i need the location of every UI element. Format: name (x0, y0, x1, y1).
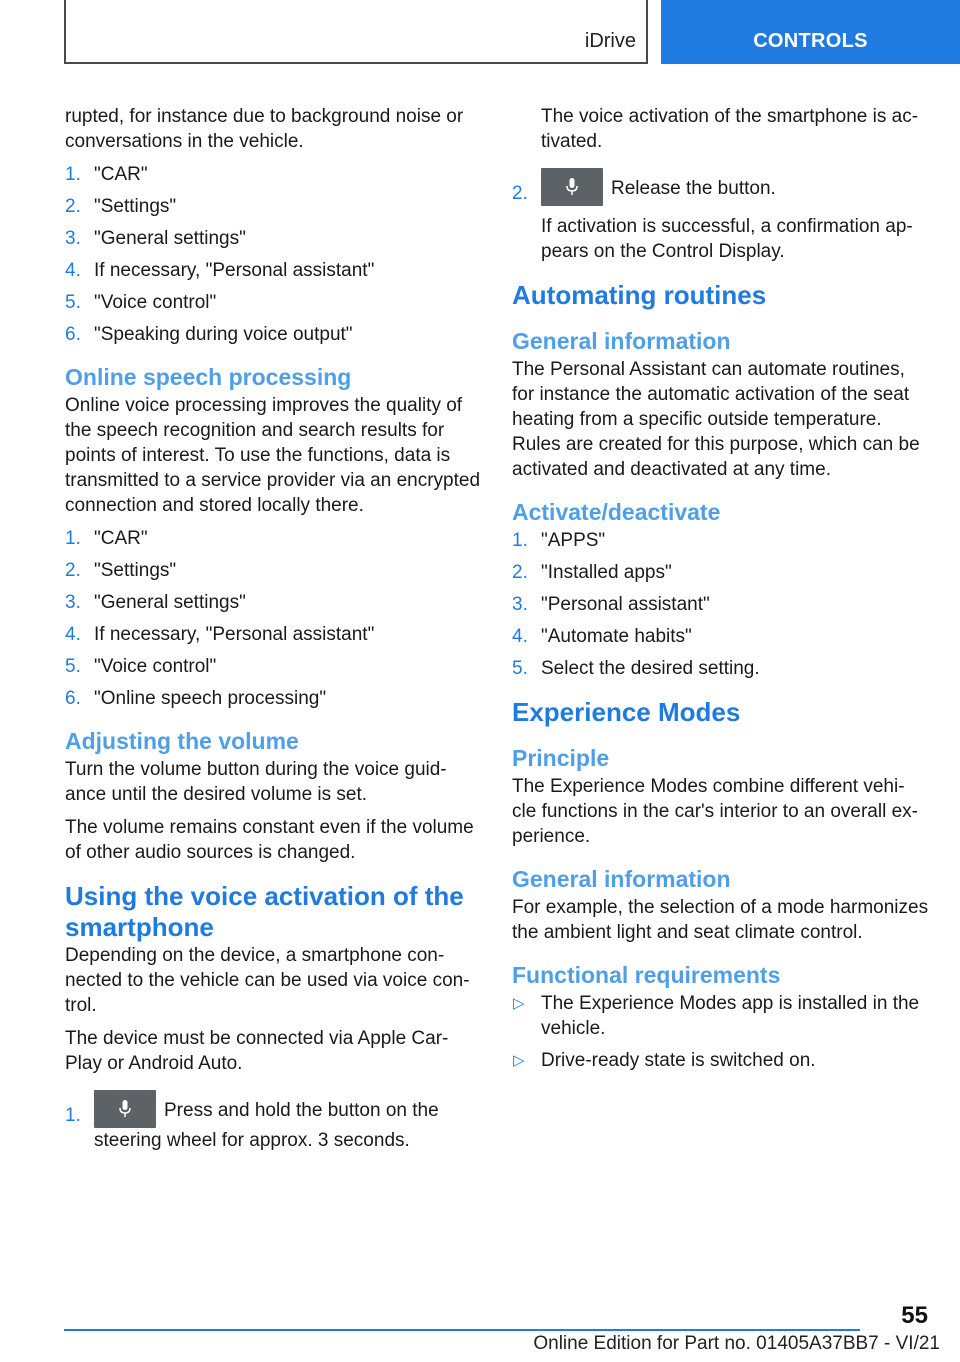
step-number: 4. (512, 626, 528, 647)
step-number: 1. (512, 530, 528, 551)
step-number: 5. (512, 658, 528, 679)
footer-edition: Online Edition for Part no. 01405A37BB7 - VI/21 (533, 1333, 940, 1354)
requirements-list (512, 991, 932, 1073)
voice-button-image (541, 168, 603, 206)
online-paragraph: Online voice processing improves the quality of the speech recognition and search results for points of interest. To use the functions, data is transmitted to a service provider via an encrypted connection and stored locally there. (65, 395, 481, 516)
step-number: 5. (65, 292, 81, 313)
list-item (512, 560, 932, 585)
volume-paragraph-1: Turn the volume button during the voice guid‐ ance until the desired volume is set. (65, 759, 447, 805)
step-number: 1. (65, 1105, 81, 1126)
page-number: 55 (901, 1302, 928, 1329)
list-item (65, 322, 485, 347)
step-text: "Automate habits" (541, 626, 692, 647)
heading-general-info-1: General information (512, 328, 731, 354)
step-number: 2. (512, 562, 528, 583)
heading-general-info-2: General information (512, 866, 731, 892)
list-item (512, 592, 932, 617)
list-item (512, 168, 932, 206)
smartphone-paragraph-2: The device must be connected via Apple Car‐ Play or Android Auto. (65, 1028, 449, 1074)
step-text: If necessary, "Personal assistant" (94, 260, 375, 281)
left-column (65, 104, 485, 1161)
list-item (65, 622, 485, 647)
smartphone-steps-cont (512, 168, 932, 206)
smartphone-paragraph-1: Depending on the device, a smartphone con‐ nected to the vehicle can be used via voice con‐ trol. (65, 945, 470, 1016)
header-chapter-tab: CONTROLS (661, 0, 960, 64)
list-item (65, 590, 485, 615)
step-number: 1. (65, 528, 81, 549)
requirement-text: The Experience Modes app is installed in the vehicle. (541, 993, 920, 1039)
list-item (65, 162, 485, 187)
step-text: If necessary, "Personal assistant" (94, 624, 375, 645)
principle-paragraph: The Experience Modes combine different vehi‐ cle functions in the car's interior to an overall ex‐ perience. (512, 776, 918, 847)
step-text: "Speaking during voice output" (94, 324, 353, 345)
list-item (65, 526, 485, 551)
general-paragraph-2: For example, the selection of a mode harmonizes the ambient light and seat climate control. (512, 897, 929, 943)
step-text: "Online speech processing" (94, 688, 327, 709)
triangle-bullet-icon: ▷ (513, 995, 525, 1012)
step-text: Release the button. (611, 178, 776, 199)
step-text: "APPS" (541, 530, 606, 551)
step1-continued: The voice activation of the smartphone is ac‐ tivated. (541, 106, 919, 152)
step-number: 6. (65, 324, 81, 345)
step-text: Press and hold the button on the steering wheel for approx. 3 seconds. (94, 1100, 439, 1151)
microphone-icon (119, 1100, 131, 1118)
step-number: 4. (65, 624, 81, 645)
step-number: 2. (65, 196, 81, 217)
step-text: "Voice control" (94, 292, 217, 313)
online-steps (65, 526, 485, 711)
step-text: Select the desired setting. (541, 658, 760, 679)
list-item (65, 258, 485, 283)
step-text: "Installed apps" (541, 562, 672, 583)
list-item (65, 290, 485, 315)
step-number: 3. (512, 594, 528, 615)
header-frame (64, 0, 648, 64)
general-paragraph-1: The Personal Assistant can automate routines, for instance the automatic activation of the seat heating from a specific outside temperature. Rules are created for this purpose, which can be activated and deactivated at any time. (512, 359, 920, 480)
list-item (512, 528, 932, 553)
step-number: 2. (65, 560, 81, 581)
list-item (65, 654, 485, 679)
activate-steps (512, 528, 932, 681)
requirement-text: Drive-ready state is switched on. (541, 1050, 816, 1071)
list-item (65, 194, 485, 219)
intro-paragraph: rupted, for instance due to background noise or conversations in the vehicle. (65, 106, 464, 152)
header-section-title: iDrive (584, 30, 636, 52)
step-text: "CAR" (94, 164, 148, 185)
list-item (65, 226, 485, 251)
heading-experience-modes: Experience Modes (512, 697, 741, 727)
list-item (512, 656, 932, 681)
triangle-bullet-icon: ▷ (513, 1052, 525, 1069)
step-text: "Voice control" (94, 656, 217, 677)
step-number: 5. (65, 656, 81, 677)
step-number: 2. (512, 183, 528, 204)
step-text: "Personal assistant" (541, 594, 710, 615)
heading-automating-routines: Automating routines (512, 280, 767, 310)
smartphone-steps (65, 1090, 485, 1153)
microphone-icon (566, 178, 578, 196)
step-text: "General settings" (94, 228, 246, 249)
heading-adjust-volume: Adjusting the volume (65, 728, 299, 754)
voice-button-image (94, 1090, 156, 1128)
heading-smartphone-voice: Using the voice activation of the smartphone (65, 881, 464, 942)
step-number: 4. (65, 260, 81, 281)
heading-functional-requirements: Functional requirements (512, 962, 781, 988)
voice-output-steps (65, 162, 485, 347)
step-text: "Settings" (94, 196, 177, 217)
list-item (65, 686, 485, 711)
heading-principle: Principle (512, 745, 610, 771)
footer-divider (64, 1329, 860, 1331)
volume-paragraph-2: The volume remains constant even if the volume of other audio sources is changed. (65, 817, 474, 863)
list-item (512, 1048, 932, 1073)
step-number: 1. (65, 164, 81, 185)
step-number: 3. (65, 228, 81, 249)
step-text: "Settings" (94, 560, 177, 581)
list-item (512, 991, 932, 1041)
right-column (512, 104, 932, 1081)
step-number: 3. (65, 592, 81, 613)
step-text: "CAR" (94, 528, 148, 549)
step-text: "General settings" (94, 592, 246, 613)
list-item (65, 1090, 485, 1153)
heading-online-speech: Online speech processing (65, 364, 352, 390)
heading-activate-deactivate: Activate/deactivate (512, 499, 721, 525)
list-item (512, 624, 932, 649)
step-number: 6. (65, 688, 81, 709)
step2-subtext: If activation is successful, a confirmation ap‐ pears on the Control Display. (541, 216, 913, 262)
list-item (65, 558, 485, 583)
